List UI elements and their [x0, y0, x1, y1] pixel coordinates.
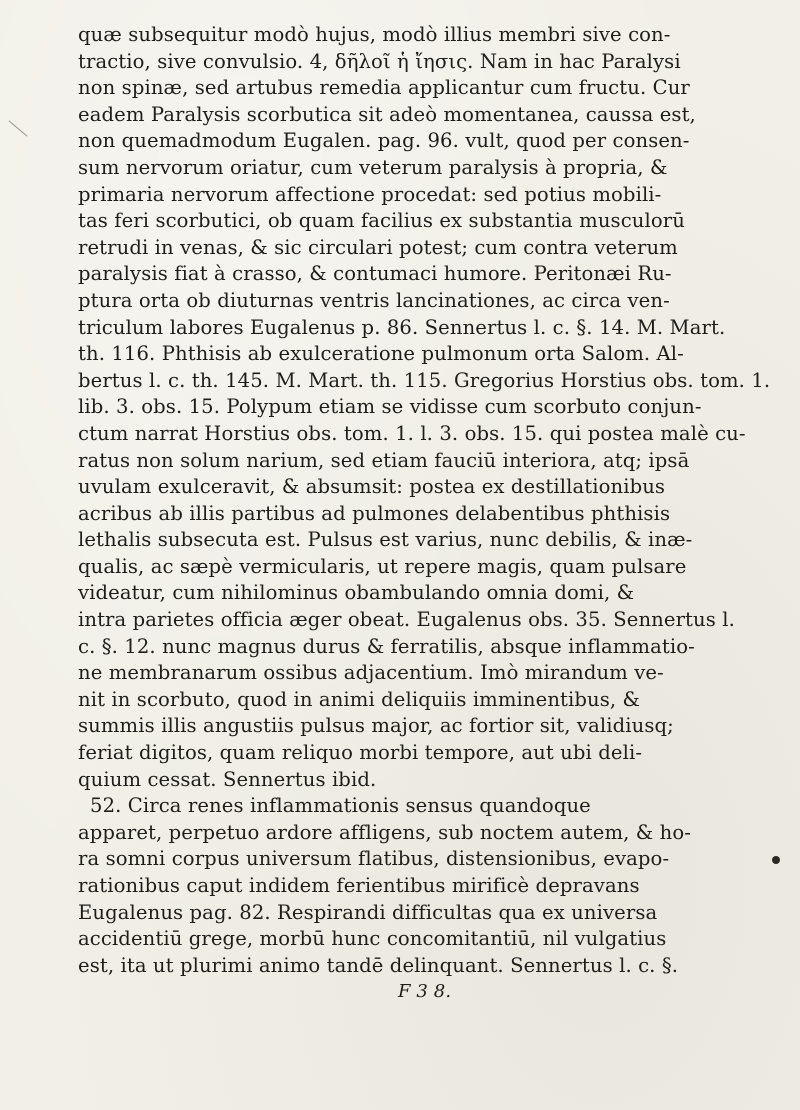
text-line: tas feri scorbutici, ob quam facilius ex substantia musculorū — [78, 209, 685, 233]
body-text — [78, 22, 771, 1006]
text-line: lethalis subsecuta est. Pulsus est varius, nunc debilis, & inæ- — [78, 528, 693, 552]
text-line: summis illis angustiis pulsus major, ac fortior sit, validiusq; — [78, 714, 674, 738]
text-line: retrudi in venas, & sic circulari potest; cum contra veterum — [78, 235, 678, 259]
text-line: quæ subsequitur modò hujus, modò illius membri sive con- — [78, 23, 671, 46]
text-line: feriat digitos, quam reliquo morbi tempore, aut ubi deli- — [78, 741, 643, 765]
ink-spot — [772, 856, 780, 864]
text-line: rationibus caput indidem ferientibus mirificè depravans — [78, 874, 640, 897]
signature-catchword: F 3 8. — [398, 981, 452, 1003]
text-line: sum nervorum oriatur, cum veterum paralysis à propria, & — [78, 155, 668, 179]
text-line: apparet, perpetuo ardore affligens, sub noctem autem, & ho- — [78, 820, 691, 844]
text-line: 52. Circa renes inflammationis sensus quandoque — [90, 794, 591, 818]
text-line: acribus ab illis partibus ad pulmones delabentibus phthisis — [78, 501, 671, 525]
margin-pencil-mark — [8, 120, 27, 136]
text-line: quium cessat. Sennertus ibid. — [78, 767, 377, 791]
text-line: bertus l. c. th. 145. M. Mart. th. 115. Gregorius Horstius obs. tom. 1. — [78, 368, 771, 392]
text-line: qualis, ac sæpè vermicularis, ut repere magis, quam pulsare — [78, 554, 687, 578]
text-line: ne membranarum ossibus adjacentium. Imò mirandum ve- — [78, 661, 664, 685]
text-line: non quemadmodum Eugalen. pag. 96. vult, quod per consen- — [78, 129, 690, 153]
text-line: primaria nervorum affectione procedat: sed potius mobili- — [78, 182, 662, 206]
text-line: ratus non solum narium, sed etiam fauciū interiora, atq; ipsā — [78, 448, 690, 472]
text-line: Eugalenus pag. 82. Respirandi difficultas qua ex universa — [78, 900, 658, 924]
text-line: triculum labores Eugalenus p. 86. Sennertus l. c. §. 14. M. Mart. — [78, 315, 726, 339]
text-line: est, ita ut plurimi animo tandē delinquant. Sennertus l. c. §. — [78, 953, 679, 977]
text-line: paralysis fiat à crasso, & contumaci humore. Peritonæi Ru- — [78, 262, 672, 286]
text-line: ra somni corpus universum flatibus, distensionibus, evapo- — [78, 847, 670, 871]
text-line: nit in scorbuto, quod in animi deliquiis imminentibus, & — [78, 687, 641, 711]
text-line: th. 116. Phthisis ab exulceratione pulmonum orta Salom. Al- — [78, 342, 684, 366]
text-line: videatur, cum nihilominus obambulando omnia domi, & — [78, 581, 635, 605]
text-line: ctum narrat Horstius obs. tom. 1. l. 3. obs. 15. qui postea malè cu- — [78, 421, 746, 445]
text-line: c. §. 12. nunc magnus durus & ferratilis, absque inflammatio- — [78, 634, 695, 658]
text-line: intra parietes officia æger obeat. Eugalenus obs. 35. Sennertus l. — [78, 608, 735, 632]
text-line: ptura orta ob diuturnas ventris lancinationes, ac circa ven- — [78, 288, 670, 312]
text-line: tractio, sive convulsio. 4, δῆλοῖ ἡ ἴησις. Nam in hac Paralysi — [78, 49, 681, 73]
text-line: uvulam exulceravit, & absumsit: postea ex destillationibus — [78, 475, 666, 499]
text-line: non spinæ, sed artubus remedia applicantur cum fructu. Cur — [78, 76, 690, 100]
text-line: accidentiū grege, morbū hunc concomitantiū, nil vulgatius — [78, 927, 667, 951]
text-line: eadem Paralysis scorbutica sit adeò momentanea, caussa est, — [78, 102, 696, 126]
text-line: lib. 3. obs. 15. Polypum etiam se vidisse cum scorbuto conjun- — [78, 395, 702, 419]
